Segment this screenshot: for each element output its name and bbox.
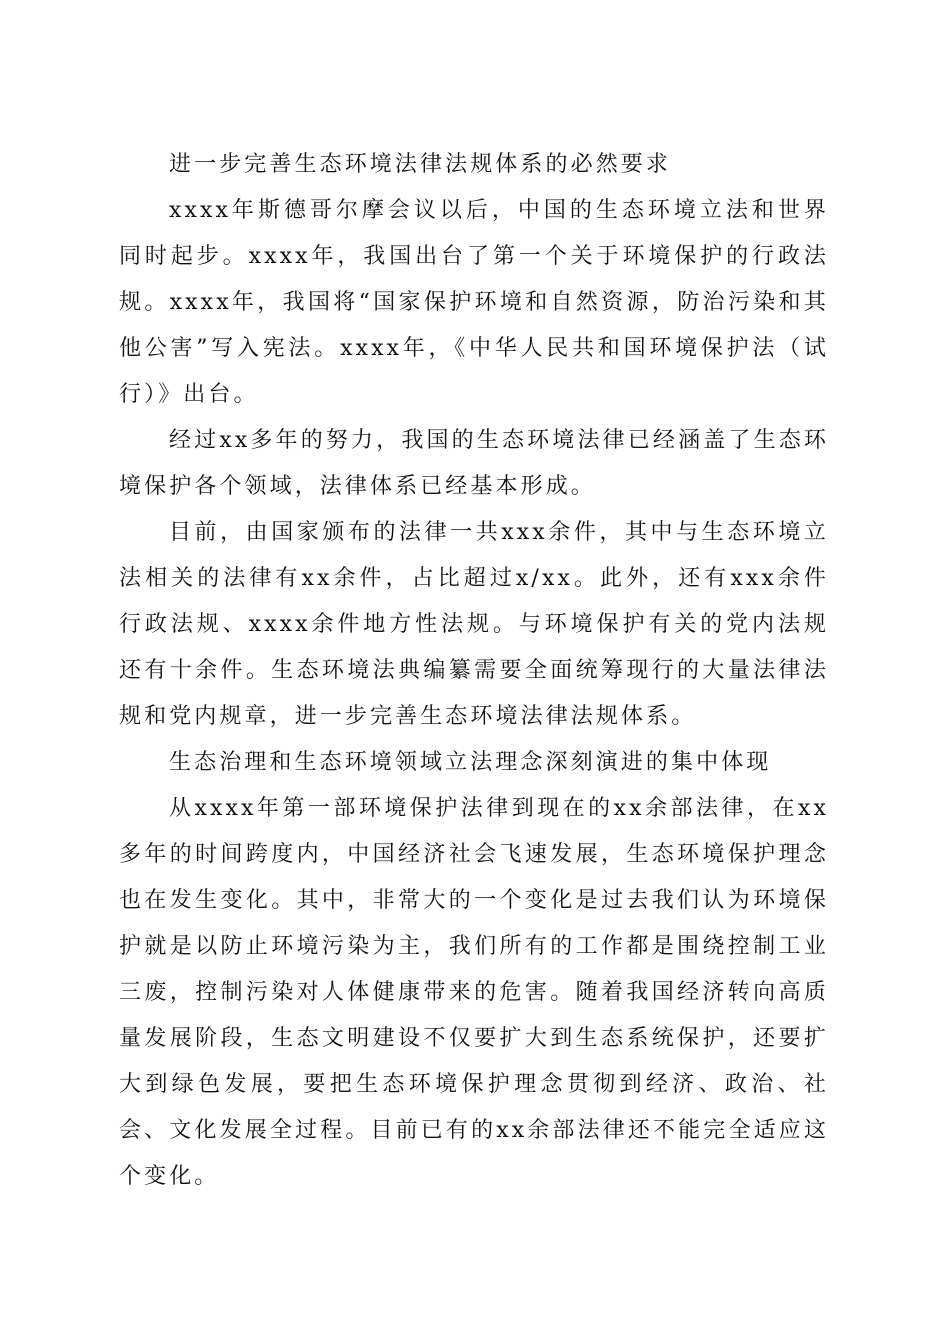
section-heading: 进一步完善生态环境法律法规体系的必然要求	[169, 152, 672, 177]
document-page	[119, 142, 829, 1200]
paragraph: xxxx年斯德哥尔摩会议以后，中国的生态环境立法和世界同时起步。xxxx年，我国出台了第一个关于环境保护的行政法规。xxxx年，我国将“国家保护环境和自然资源，防治污染和其他公害”写入宪法。xxxx年，《中华人民共和国环境保护法（试行）》出台。	[119, 198, 829, 407]
paragraph: 经过xx多年的努力，我国的生态环境法律已经涵盖了生态环境保护各个领域，法律体系已经基本形成。	[119, 428, 829, 499]
section-heading: 生态治理和生态环境领域立法理念深刻演进的集中体现	[169, 750, 772, 775]
paragraph: 从xxxx年第一部环境保护法律到现在的xx余部法律，在xx多年的时间跨度内，中国经济社会飞速发展，生态环境保护理念也在发生变化。其中，非常大的一个变化是过去我们认为环境保护就是以防止环境污染为主，我们所有的工作都是围绕控制工业三废，控制污染对人体健康带来的危害。随着我国经济转向高质量发展阶段，生态文明建设不仅要扩大到生态系统保护，还要扩大到绿色发展，要把生态环境保护理念贯彻到经济、政治、社会、文化发展全过程。目前已有的xx余部法律还不能完全适应这个变化。	[119, 796, 829, 1189]
paragraph: 目前，由国家颁布的法律一共xxx余件，其中与生态环境立法相关的法律有xx余件，占比超过x/xx。此外，还有xxx余件行政法规、xxxx余件地方性法规。与环境保护有关的党内法规还有十余件。生态环境法典编纂需要全面统筹现行的大量法律法规和党内规章，进一步完善生态环境法律法规体系。	[119, 520, 829, 729]
